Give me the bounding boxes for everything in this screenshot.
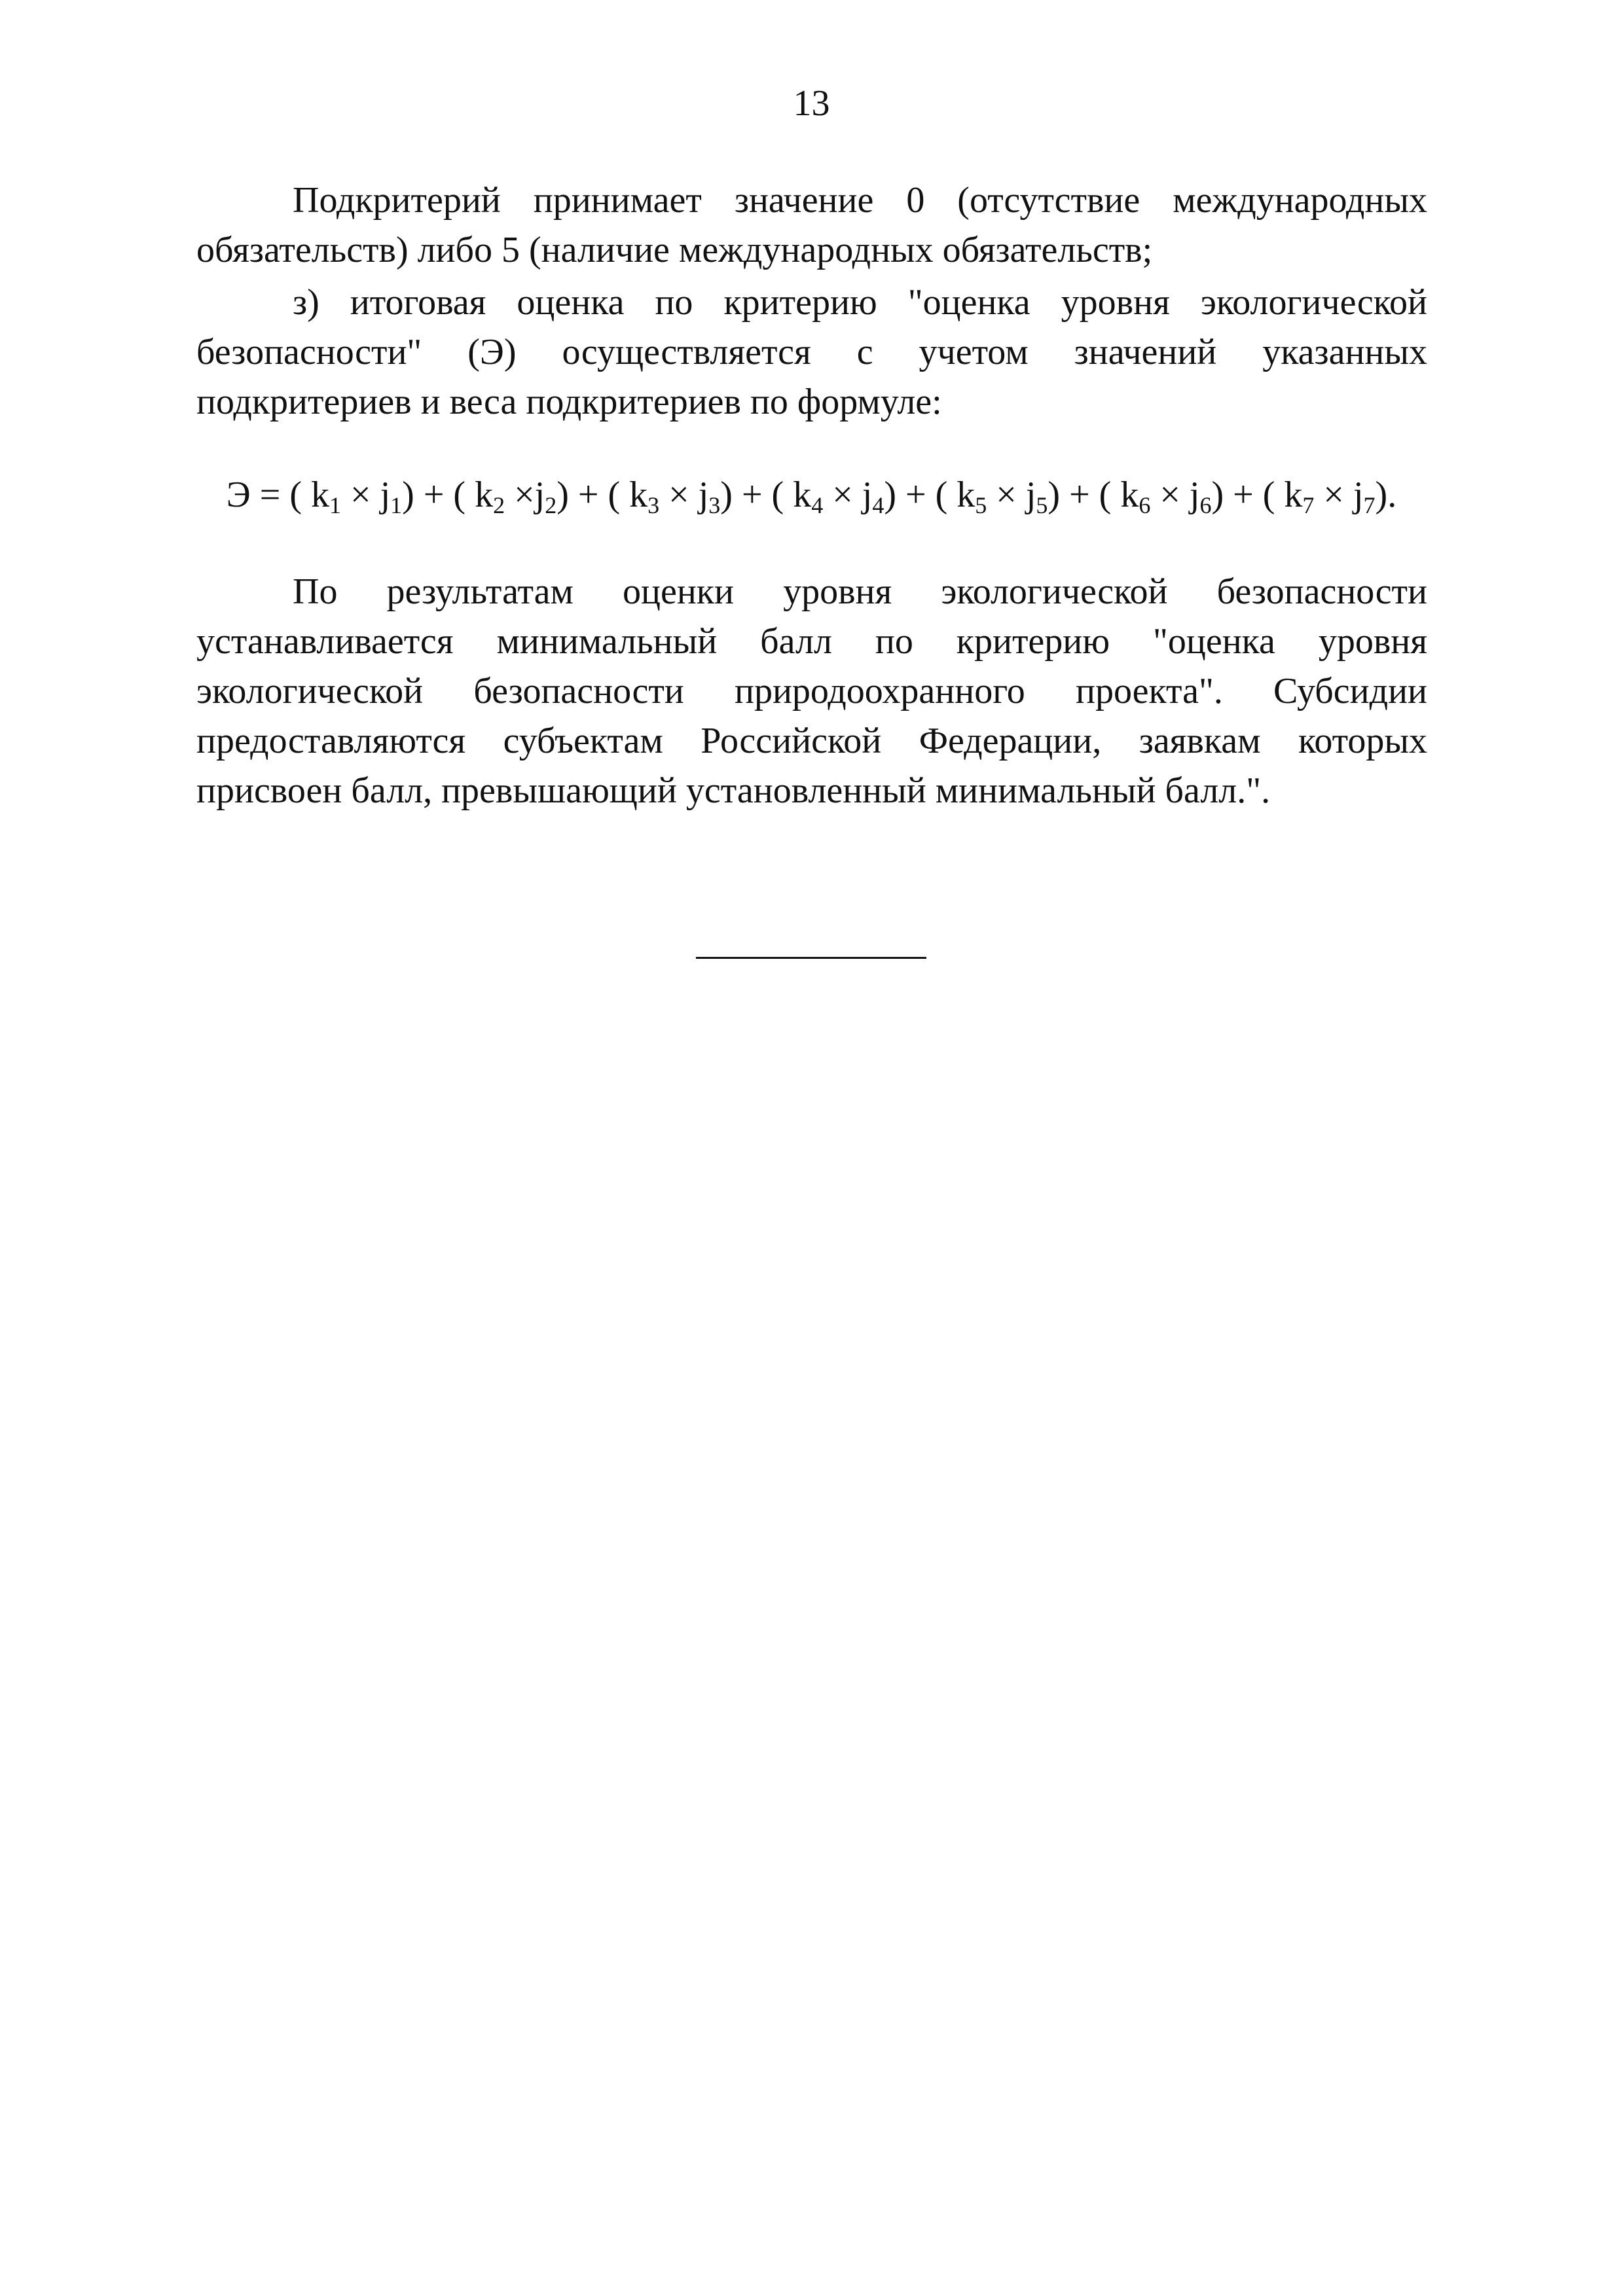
- formula-term: ( $k_5 \times j_5$): [935, 475, 1061, 518]
- formula-plus: +: [1069, 475, 1090, 515]
- paragraph-final-assessment: [196, 278, 1427, 427]
- formula-plus: +: [577, 475, 599, 515]
- paragraph-subcriterion-values: [196, 175, 1427, 275]
- paragraph-text: з) итоговая оценка по критерию "оценка уровня экологической безопасности" (Э) осуществляется с учетом значений указанных подкритериев и веса подкритериев по формуле:: [196, 282, 1427, 422]
- end-divider: [696, 957, 926, 959]
- page-number: 13: [793, 83, 830, 124]
- formula-end: .: [1387, 475, 1397, 515]
- formula-term: ( $k_7 \times j_7$): [1262, 475, 1388, 518]
- formula-term: ( $k_1 \times j_1$): [289, 475, 414, 518]
- formula-terms: [289, 475, 1397, 518]
- paragraph-text: По результатам оценки уровня экологической безопасности устанавливается минимальный балл по критерию "оценка уровня экологической безопасности природоохранного проекта". Субсидии предоставляются субъектам Российской Федерации, заявкам которых присвоен балл, превышающий установленный минимальный балл.".: [196, 571, 1427, 811]
- formula-plus: +: [741, 475, 763, 515]
- formula-lhs: Э: [226, 475, 251, 515]
- paragraph-results: [196, 567, 1427, 816]
- formula-term: ( $k_3 \times j_3$): [608, 475, 733, 518]
- formula-term: ( $k_6 \times j_6$): [1099, 475, 1224, 518]
- formula-equals: =: [259, 475, 281, 515]
- formula-plus: +: [423, 475, 445, 515]
- formula: [0, 469, 1623, 521]
- formula-plus: +: [1233, 475, 1254, 515]
- formula-plus: +: [905, 475, 926, 515]
- formula-term: ( $k_4 \times j_4$): [771, 475, 897, 518]
- formula-term: ( $k_2 \times j_2$): [453, 475, 569, 518]
- paragraph-text: Подкритерий принимает значение 0 (отсутствие международных обязательств) либо 5 (наличие международных обязательств;: [196, 180, 1427, 270]
